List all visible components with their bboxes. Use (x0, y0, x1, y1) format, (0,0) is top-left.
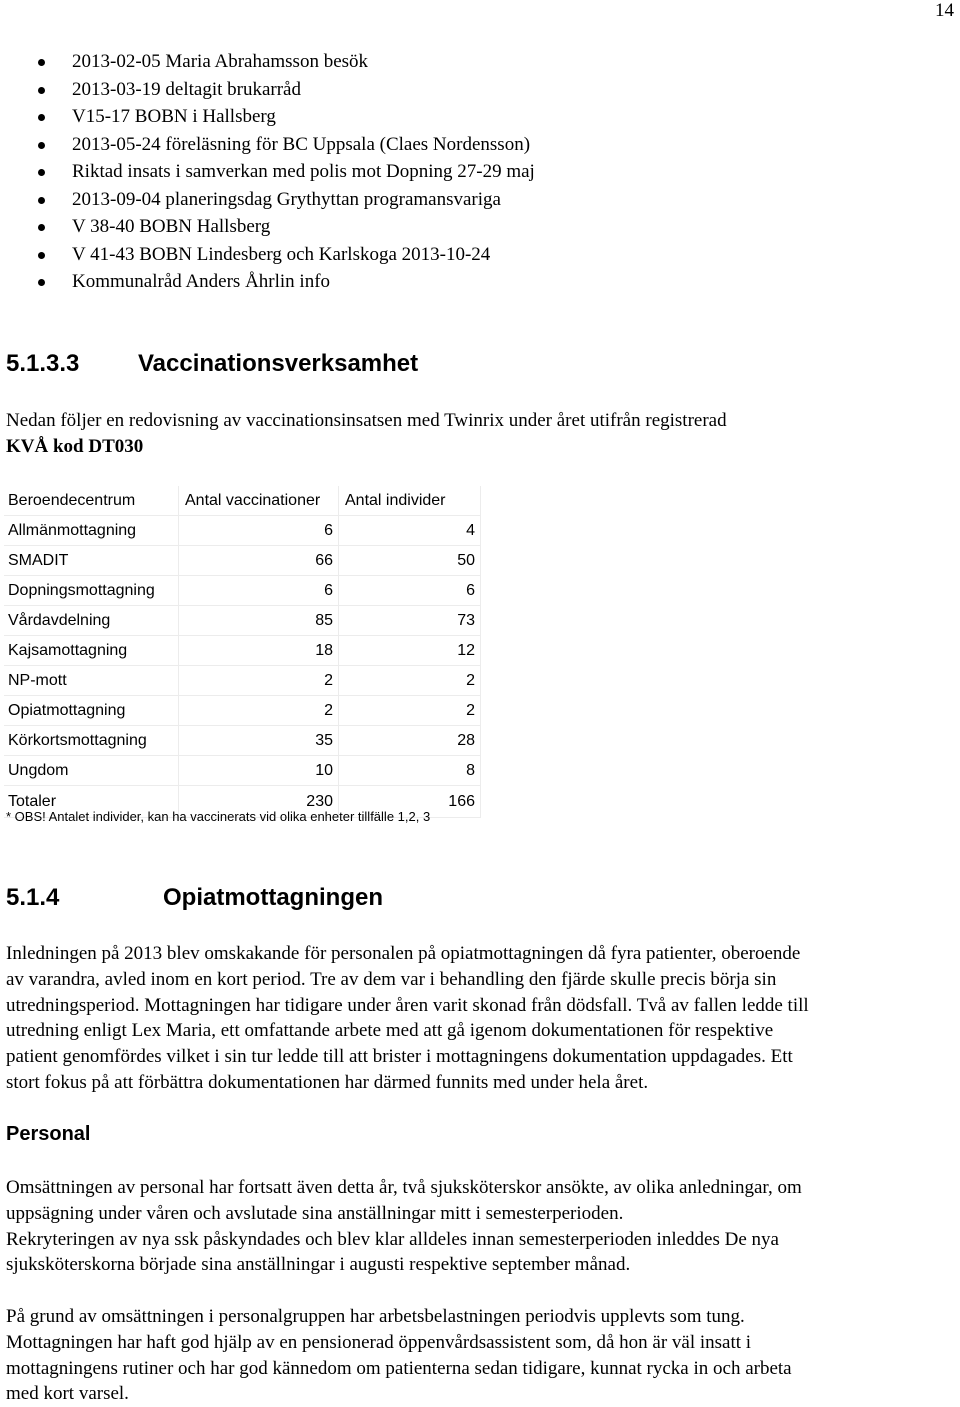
personal-heading: Personal (6, 1123, 91, 1145)
list-item (0, 213, 535, 241)
table-cell: SMADIT (4, 546, 179, 576)
list-item-text: 2013-09-04 planeringsdag Grythyttan programansvariga (72, 188, 501, 210)
list-item (0, 241, 535, 269)
table-cell: 66 (179, 546, 339, 576)
paragraph-line: av varandra, avled inom en kort period. Tre av dem var i behandling den fjärde skulle precis börja sin (6, 968, 777, 990)
paragraph-line: utredningsperiod. Mottagningen har tidigare under åren varit skonad från dödsfall. Två av fallen ledde till (6, 994, 809, 1016)
bullet-icon (38, 114, 45, 121)
intro-line: Nedan följer en redovisning av vaccinationsinsatsen med Twinrix under året utifrån registrerad (6, 410, 727, 431)
paragraph-line: sjuksköterskorna började sina anställningar i augusti respektive september månad. (6, 1254, 631, 1276)
list-item-text: 2013-05-24 föreläsning för BC Uppsala (Claes Nordensson) (72, 133, 531, 155)
table-cell: 73 (339, 606, 481, 636)
list-item-text: 2013-03-19 deltagit brukarråd (72, 78, 301, 100)
paragraph-line: mottagningens rutiner och har god kännedom om patienterna sedan tidigare, kunnat rycka in och arbeta (6, 1357, 792, 1379)
table-row (4, 756, 481, 786)
list-item-text: Kommunalråd Anders Åhrlin info (72, 271, 331, 292)
list-item (0, 131, 535, 159)
table-cell: NP-mott (4, 666, 179, 696)
table-cell: 18 (179, 636, 339, 666)
table-cell: 2 (339, 696, 481, 726)
column-header: Beroendecentrum (4, 486, 179, 516)
section-heading-vaccination (6, 350, 418, 378)
bullet-icon (38, 169, 45, 176)
list-item-text: V 38-40 BOBN Hallsberg (72, 216, 271, 237)
table-row (4, 666, 481, 696)
table-cell: Ungdom (4, 756, 179, 786)
section-number: 5.1.3.3 (6, 350, 80, 377)
table-cell: 4 (339, 516, 481, 546)
table-cell: 28 (339, 726, 481, 756)
table-row (4, 576, 481, 606)
paragraph-line: Inledningen på 2013 blev omskakande för personalen på opiatmottagningen då fyra patienter, oberoende (6, 943, 801, 964)
paragraph-line: Rekryteringen av nya ssk påskyndades och blev klar alldeles innan semesterperioden inleddes De nya (6, 1228, 779, 1250)
list-item (0, 268, 535, 296)
bullet-icon (38, 87, 45, 94)
table-cell: 50 (339, 546, 481, 576)
table-row (4, 606, 481, 636)
bullet-icon (38, 224, 45, 231)
paragraph-line: utredning enligt Lex Maria, ett omfattande arbete med att gå igenom dokumentationen för respektive (6, 1020, 774, 1042)
paragraph-line: patient genomfördes vilket i sin tur ledde till att brister i mottagningens dokumentation uppdagades. Ett (6, 1046, 793, 1068)
list-item (0, 76, 535, 104)
table-cell: Opiatmottagning (4, 696, 179, 726)
bullet-icon (38, 197, 45, 204)
table-row (4, 726, 481, 756)
paragraph-line: uppsägning under våren och avslutade sina anställningar mitt i semesterperioden. (6, 1202, 624, 1224)
bullet-icon (38, 142, 45, 149)
table-cell: Körkortsmottagning (4, 726, 179, 756)
table-cell: Totaler (4, 786, 179, 818)
list-item (0, 48, 535, 76)
vaccination-table (4, 486, 481, 818)
bullet-icon (38, 252, 45, 259)
table-cell: Vårdavdelning (4, 606, 179, 636)
table-cell: 6 (339, 576, 481, 606)
list-item (0, 103, 535, 131)
table-cell: 12 (339, 636, 481, 666)
table-footnote: * OBS! Antalet individer, kan ha vaccinerats vid olika enheter tillfälle 1,2, 3 (6, 809, 431, 824)
table-cell: 230 (179, 786, 339, 818)
list-item-text: V15-17 BOBN i Hallsberg (72, 106, 276, 127)
table-cell: 166 (339, 786, 481, 818)
table-cell: Dopningsmottagning (4, 576, 179, 606)
table-row (4, 546, 481, 576)
personal-paragraph-2 (6, 1304, 951, 1407)
paragraph-line: stort fokus på att förbättra dokumentationen har därmed funnits med under hela året. (6, 1071, 649, 1093)
intro-line-kva: KVÅ kod DT030 (6, 435, 144, 457)
opiat-paragraph (6, 941, 951, 1096)
table-cell: 85 (179, 606, 339, 636)
table-cell: 10 (179, 756, 339, 786)
list-item-text: Riktad insats i samverkan med polis mot Dopning 27-29 maj (72, 161, 535, 182)
section-title: Vaccinationsverksamhet (138, 350, 419, 377)
list-item (0, 186, 535, 214)
table-cell: Kajsamottagning (4, 636, 179, 666)
page-number: 14 (935, 0, 954, 21)
list-item-text: V 41-43 BOBN Lindesberg och Karlskoga 2013-10-24 (72, 243, 491, 265)
table-cell: 2 (179, 666, 339, 696)
table-cell: 2 (179, 696, 339, 726)
table-row (4, 516, 481, 546)
paragraph-line: med kort varsel. (6, 1383, 129, 1405)
table-row (4, 636, 481, 666)
section-heading-opiat (6, 884, 383, 912)
activity-bullet-list (0, 48, 535, 296)
bullet-icon (38, 59, 45, 66)
table-cell: 6 (179, 576, 339, 606)
table-cell: 8 (339, 756, 481, 786)
table-header-row (4, 486, 481, 516)
column-header: Antal individer (339, 486, 481, 516)
bullet-icon (38, 279, 45, 286)
section-number: 5.1.4 (6, 884, 60, 911)
personal-paragraph-1 (6, 1175, 951, 1278)
column-header: Antal vaccinationer (179, 486, 339, 516)
section-title: Opiatmottagningen (163, 884, 383, 911)
paragraph-line: Mottagningen har haft god hjälp av en pensionerad öppenvårdsassistent som, då hon är väl insatt i (6, 1331, 752, 1353)
list-item (0, 158, 535, 186)
table-cell: Allmänmottagning (4, 516, 179, 546)
vaccination-intro (6, 408, 951, 460)
table-cell: 2 (339, 666, 481, 696)
table-cell: 6 (179, 516, 339, 546)
paragraph-line: Omsättningen av personal har fortsatt även detta år, två sjuksköterskor ansökte, av olika anledningar, om (6, 1177, 802, 1198)
list-item-text: 2013-02-05 Maria Abrahamsson besök (72, 51, 369, 72)
table-cell: 35 (179, 726, 339, 756)
table-row (4, 696, 481, 726)
paragraph-line: På grund av omsättningen i personalgruppen har arbetsbelastningen periodvis upplevts som tung. (6, 1306, 745, 1327)
